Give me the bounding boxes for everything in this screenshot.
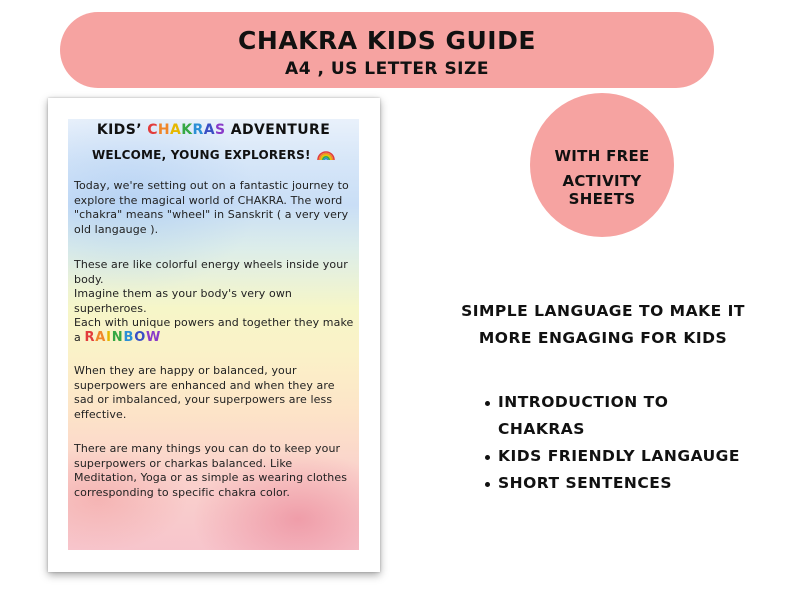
adventure-title: [68, 122, 359, 138]
title-prefix: KIDS’: [96, 122, 142, 138]
title-banner: [60, 12, 714, 88]
title-chakras-word: [147, 122, 225, 138]
title-letter: H: [157, 122, 171, 138]
simple-language-note: [448, 298, 758, 352]
title-letter: K: [181, 122, 193, 138]
feature-item: INTRODUCTION TO CHAKRAS: [484, 389, 694, 443]
badge-line-1: WITH FREE: [554, 147, 650, 165]
banner-subtitle: A4 , US LETTER SIZE: [285, 59, 489, 79]
title-letter: C: [147, 122, 158, 138]
paragraph-line-text: Each with unique powers and together they make a: [74, 316, 354, 344]
paragraph-energy-wheels: [74, 258, 356, 346]
paragraph-balance-tips: There are many things you can do to keep your superpowers or charkas balanced. Like Meditation, Yoga or as simple as wearing clothes corresponding to specific chakra color.: [74, 442, 348, 499]
rainbow-letter: W: [146, 329, 162, 345]
badge-line-2: ACTIVITY SHEETS: [562, 172, 642, 208]
welcome-text: WELCOME, YOUNG EXPLORERS!: [91, 148, 311, 162]
rainbow-letter: O: [134, 329, 147, 345]
rainbow-letter: R: [84, 329, 96, 345]
guide-page-preview: [48, 98, 380, 572]
feature-item: SHORT SENTENCES: [484, 470, 784, 497]
title-suffix: ADVENTURE: [230, 122, 331, 138]
free-activity-badge: [530, 93, 674, 237]
paragraph-line: Imagine them as your body's very own superheroes.: [74, 287, 292, 315]
title-letter: R: [192, 122, 204, 138]
banner-title: CHAKRA KIDS GUIDE: [238, 26, 536, 55]
rainbow-letter: B: [123, 329, 135, 345]
feature-item: KIDS FRIENDLY LANGAUGE: [484, 443, 784, 470]
welcome-line: [68, 148, 359, 162]
title-letter: A: [170, 122, 182, 138]
simple-language-line-2: MORE ENGAGING FOR KIDS: [478, 329, 728, 347]
paragraph-intro: Today, we're setting out on a fantastic journey to explore the magical world of CHAKRA. The word "chakra" means "wheel" in Sanskrit ( a very very old langauge ).: [74, 179, 349, 236]
paragraph-line: [74, 316, 356, 345]
rainbow-icon: [317, 149, 335, 160]
rainbow-word: [84, 330, 161, 345]
rainbow-letter: N: [111, 329, 124, 345]
title-letter: S: [214, 122, 226, 138]
rainbow-letter: A: [95, 329, 107, 345]
rainbow-letter: I: [106, 329, 112, 345]
paragraph-line: These are like colorful energy wheels inside your body.: [74, 258, 348, 286]
watercolor-page: [68, 119, 359, 550]
feature-list: [484, 389, 784, 497]
simple-language-line-1: SIMPLE LANGUAGE TO MAKE IT: [461, 302, 745, 320]
paragraph-superpowers: When they are happy or balanced, your superpowers are enhanced and when they are sad or imbalanced, your superpowers are less effective.: [74, 364, 335, 421]
title-letter: A: [203, 122, 215, 138]
